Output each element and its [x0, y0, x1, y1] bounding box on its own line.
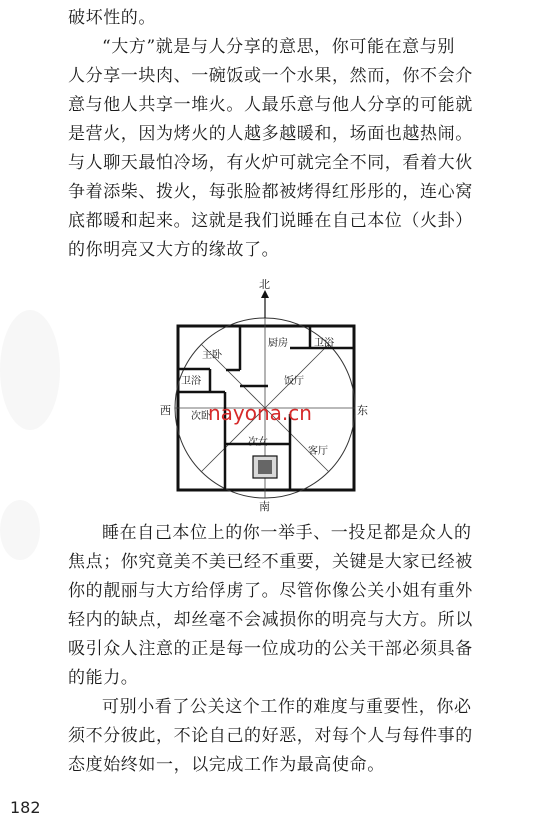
room-bath-left: 卫浴: [181, 376, 201, 387]
floor-plan-figure: [150, 274, 380, 534]
text-line: 吸引众人注意的正是每一位成功的公关干部必须具备: [68, 639, 473, 659]
room-daughter: 次女: [248, 437, 268, 448]
room-bath-right: 卫浴: [314, 338, 334, 349]
text-line: 的能力。: [68, 668, 139, 688]
page-number: 182: [10, 798, 41, 817]
text-line: “大方”就是与人分享的意思，你可能在意与别: [102, 37, 455, 57]
text-line: 破坏性的。: [68, 8, 156, 28]
direction-west: 西: [160, 404, 171, 417]
text-line: 须不分彼此，不论自己的好恶，对每个人与每件事的: [68, 726, 473, 746]
room-master-bedroom: 主卧: [202, 350, 222, 361]
text-line: 态度始终如一，以完成工作为最高使命。: [68, 755, 385, 775]
text-line: 意与他人共享一堆火。人最乐意与他人分享的可能就: [68, 95, 473, 115]
text-line: 人分享一块肉、一碗饭或一个水果，然而，你不会介: [68, 66, 473, 86]
direction-south: 南: [259, 500, 270, 513]
paragraph-1: [68, 4, 486, 33]
pillow-icon: [258, 460, 272, 474]
text-line: 焦点；你究竟美不美已经不重要，关键是大家已经被: [68, 552, 473, 572]
text-line: 争着添柴、拨火，每张脸都被烤得红彤彤的，连心窝: [68, 182, 473, 202]
text-line: 你的靓丽与大方给俘虏了。尽管你像公关小姐有重外: [68, 581, 473, 601]
text-line: 的你明亮又大方的缘故了。: [68, 240, 280, 260]
room-dining: 饭厅: [284, 376, 304, 387]
scan-smudge: [0, 500, 40, 560]
paragraph-4: [68, 693, 486, 780]
north-arrow-icon: [261, 290, 269, 298]
text-line: 可别小看了公关这个工作的难度与重要性，你必: [102, 697, 472, 717]
room-living: 客厅: [308, 446, 328, 457]
paragraph-3: [68, 519, 486, 693]
text-line: 与人聊天最怕冷场，有火炉可就完全不同，看着大伙: [68, 153, 473, 173]
text-line: 是营火，因为烤火的人越多越暖和，场面也越热闹。: [68, 124, 473, 144]
direction-north: 北: [259, 278, 270, 291]
room-second-bedroom: 次卧: [191, 411, 211, 422]
text-line: 轻内的缺点，却丝毫不会减损你的明亮与大方。所以: [68, 610, 473, 630]
text-line: 睡在自己本位上的你一举手、一投足都是众人的: [102, 523, 472, 543]
room-kitchen: 厨房: [268, 338, 288, 349]
text-line: 底都暖和起来。这就是我们说睡在自己本位（火卦）: [68, 211, 473, 231]
floor-plan-diagram: [150, 274, 380, 534]
paragraph-2: [68, 33, 486, 265]
watermark-text: nayona.cn: [208, 401, 312, 425]
scan-smudge: [0, 310, 60, 430]
direction-east: 东: [357, 404, 368, 417]
